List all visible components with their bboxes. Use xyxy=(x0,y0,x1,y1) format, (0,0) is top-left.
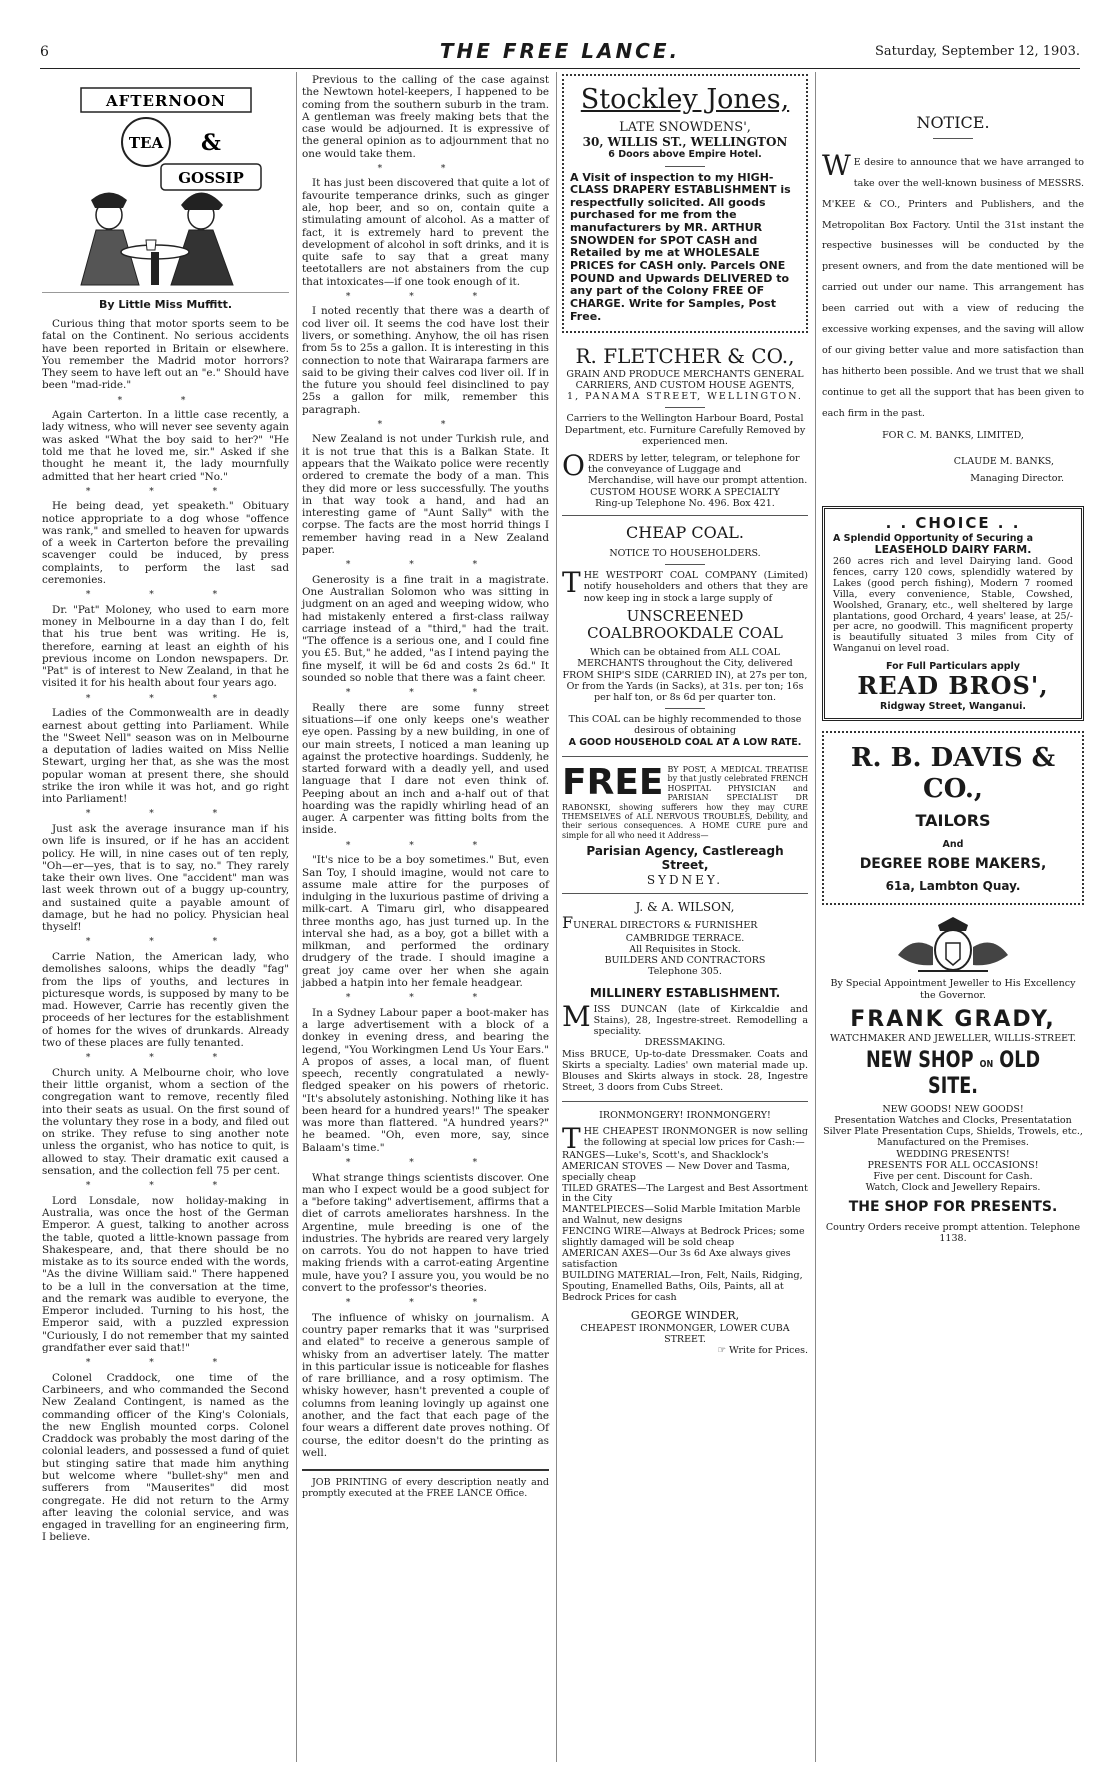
gossip-paragraph: What strange things scientists discover. One man who I expect would be a good subject for a "before taking" advertisement, affirms that a diet of carrots ameliorates harshness. In the Argentine, mule breeding is one of the industries. The hybrids are reared very largely on carrots. You do not happen to have tried making friends with a carrot-eating Argentine mule, have you? I assure you, you would be no convert to the professor's theories. xyxy=(302,1171,549,1294)
fletcher-address: 1, PANAMA STREET, WELLINGTON. xyxy=(567,391,803,403)
gossip-paragraph: Colonel Craddock, one time of the Carbineers, and who commanded the Second New Zealand Contingent, is named as the commanding officer of the King's Colonials, the new English mounted corps. Colonel Craddock was probably the most daring of the colonial leaders, and possessed a fund of quiet but stinging satire that made him anything but welcome where "bullet-shy" men and sufferers from "Mauserites" did most congregate. He did not return to the Army after leaving the colonial service, and was engaged in travelling for an engineering firm, I believe. xyxy=(42,1371,289,1544)
stockley-address: 30, WILLIS ST., WELLINGTON xyxy=(582,135,788,150)
gossip-paragraph: Just ask the average insurance man if his own life is insured, or if he has an accident policy. He will, in nine cases out of ten reply, "Oh—er—yes, that is to say, no." They rarely take their own lives. One "accident" man was last week thrown out of a buggy up-country, and sustained quite a payable amount of damage, but he had no policy. Physician heal thyself! xyxy=(42,823,289,934)
millinery-body: ISS DUNCAN (late of Kirkcaldie and Stains), 28, Ingestre-street. Remodelling a speciality. xyxy=(593,1003,808,1038)
ironmongery-tag: CHEAPEST IRONMONGER, LOWER CUBA STREET. xyxy=(580,1322,790,1345)
notice-for: FOR C. M. BANKS, LIMITED, xyxy=(882,430,1024,442)
gossip-paragraph: Ladies of the Commonwealth are in deadly earnest about getting into Parliament. While the "Sweet Nell" season was on in Melbourne a deputation of ladies waited on Miss Nellie Stewart, urging her that, as she was the most popular woman at present there, she should strike the iron while it was hot, and go right into Parliament! xyxy=(42,707,289,806)
wilson-trade: UNERAL DIRECTORS & FURNISHER xyxy=(573,919,758,931)
column-advertisements xyxy=(562,74,808,1356)
coal-tagline: A GOOD HOUSEHOLD COAL AT A LOW RATE. xyxy=(568,736,802,748)
grady-ad xyxy=(822,915,1084,1244)
star-separator: * * * xyxy=(85,486,246,497)
davis-name: R. B. DAVIS & CO., xyxy=(850,742,1056,804)
star-separator: * * * xyxy=(85,809,246,820)
gossip-paragraph: Dr. "Pat" Moloney, who used to earn more money in Melbourne in a day than I do, felt that his true bent was writing. He is, therefore, earning at least an eighth of his previous income on London newspapers. Dr. "Pat" is of interest to New Zealand, in that he visited it for his health about four years ago. xyxy=(42,603,289,690)
ironmongery-item: AMERICAN AXES—Our 3s 6d Axe always gives satisfaction xyxy=(562,1248,791,1270)
davis-robe: DEGREE ROBE MAKERS, xyxy=(859,856,1047,873)
free-treatise-ad xyxy=(562,765,808,887)
gossip-paragraph: Church unity. A Melbourne choir, who love their little organist, whom a section of the congregation want to remove, recently filed into their seats as usual. On the first sound of the voluntary they rose in a body, and filed out on strike. They refuse to sing another note unless the organist, who has notice to quit, is allowed to stay. Their dramatic exit caused a sensation, and the collection fell 75 per cent. xyxy=(42,1066,289,1177)
byline: By Little Miss Muffitt. xyxy=(42,292,289,312)
star-separator: * * * xyxy=(345,840,506,851)
choice-sub: A Splendid Opportunity of Securing a xyxy=(833,532,1034,544)
page-header xyxy=(40,40,1080,66)
ironmongery-name: GEORGE WINDER, xyxy=(630,1308,740,1322)
dropcap-t2: T xyxy=(562,1121,581,1155)
column-notices xyxy=(822,74,1084,1244)
choice-street: Ridgway Street, Wanganui. xyxy=(880,700,1026,712)
free-city: SYDNEY. xyxy=(646,872,724,887)
fletcher-trades: GRAIN AND PRODUCE MERCHANTS GENERAL CARRIERS, AND CUSTOM HOUSE AGENTS, xyxy=(566,368,804,392)
notice-role: Managing Director. xyxy=(970,472,1064,484)
wilson-street: CAMBRIDGE TERRACE. xyxy=(625,932,745,944)
star-separator: * * * xyxy=(345,291,506,302)
ironmongery-intro: HE CHEAPEST IRONMONGER is now selling the following at special low prices for Cash:— xyxy=(583,1125,808,1148)
choice-farm: LEASEHOLD DAIRY FARM. xyxy=(874,542,1032,556)
stockley-body: A Visit of inspection to my HIGH-CLASS DRAPERY ESTABLISHMENT is respectfully solicited. All goods purchased for me from the manufacturers by MR. ARTHUR SNOWDEN for SPOT CASH and Retailed by me at WHOLESALE PRICES for CASH only. Parcels ONE POUND and Upwards DELIVERED to any part of the Colony FREE OF CHARGE. Write for Samples, Post Free. xyxy=(570,170,791,323)
free-agency: Parisian Agency, Castlereagh Street, xyxy=(586,844,784,873)
column-divider xyxy=(556,72,557,1762)
ironmongery-item: BUILDING MATERIAL—Iron, Felt, Nails, Ridging, Spouting, Enamelled Baths, Oils, Paints, all at Bedrock Prices for cash xyxy=(562,1269,803,1303)
gossip-paragraph: The influence of whisky on journalism. A country paper remarks that it was "surprised and elated" to receive a generous sample of whisky from an advertiser lately. The matter in this particular issue is noticeable for flashes of rare brilliance, and a rosy optimism. The whisky however, hasn't prevented a couple of columns from leaning lovingly up against one another, and the fact that each page of the four wears a different date proves nothing. Of course, the editor doesn't do the printing as well. xyxy=(302,1311,549,1459)
davis-address: 61a, Lambton Quay. xyxy=(885,878,1021,893)
royal-crest-icon xyxy=(878,915,1028,975)
gossip-paragraph: He being dead, yet speaketh." Obituary notice appropriate to a dog whose "offence was rank," and smelled to heaven for upwards of a week in Carterton before the prevailing scavenger could be induced, by press complaints, to perform the last sad ceremonies. xyxy=(42,500,289,586)
ad-rule xyxy=(665,407,705,408)
stockley-name: Stockley Jones, xyxy=(580,84,790,115)
grady-presents: PRESENTS FOR ALL OCCASIONS! xyxy=(867,1159,1039,1171)
choice-farm-ad xyxy=(822,506,1084,721)
dropcap-m: M xyxy=(562,999,591,1033)
masthead: THE FREE LANCE. xyxy=(439,39,681,63)
choice-body: 260 acres rich and level Dairying land. Good fences, carry 120 cows, splendidly watered by Lakes (good perch fishing), Modern 7 roomed Villa, every convenience, Stable, Cowshed, Woolshed, Granary, etc., well sheltered by large plantations, good Orchard, 4 years' lease, at 25/- per acre, no goodwill. This magnificent property is beautifully situated 3 miles from City of Wanganui on level road. xyxy=(833,555,1073,655)
millinery-body2: Miss BRUCE, Up-to-date Dressmaker. Coats and Skirts a specialty. Ladies' own material made up. Blouses and Skirts always in stock. 28, Ingestre Street, 3 doors from Cubs Street. xyxy=(562,1048,808,1094)
gossip-paragraph: Carrie Nation, the American lady, who demolishes saloons, whips the deadly "fag" from the lips of youths, and lectures in picturesque words, is supposed by many to be mad. However, Carrie has recently given the proceeds of her lectures for the establishment of homes for the wives of drunkards. Already two of these places are fully tenanted. xyxy=(42,951,289,1049)
stockley-jones-ad xyxy=(562,74,808,333)
ironmongery-write: Write for Prices. xyxy=(729,1345,808,1357)
job-printing-notice: JOB PRINTING of every description neatly and promptly executed at the FREE LANCE Office. xyxy=(302,1477,549,1500)
star-separator: * * * xyxy=(345,560,506,571)
svg-text:TEA: TEA xyxy=(128,134,163,152)
davis-tailors: TAILORS xyxy=(915,811,991,831)
stockley-doors: 6 Doors above Empire Hotel. xyxy=(608,149,762,161)
ironmongery-item: FENCING WIRE—Always at Bedrock Prices; some slightly damaged will be sold cheap xyxy=(562,1226,805,1249)
svg-text:AFTERNOON: AFTERNOON xyxy=(105,92,226,110)
grady-discount: Five per cent. Discount for Cash. xyxy=(873,1170,1033,1182)
ironmongery-item: MANTELPIECES—Solid Marble Imitation Marble and Walnut, new designs xyxy=(562,1204,801,1227)
ad-rule xyxy=(665,708,705,709)
ironmongery-item: TILED GRATES—The Largest and Best Assortment in the City xyxy=(562,1182,808,1205)
ironmongery-ad xyxy=(562,1110,808,1356)
wilson-requisites: All Requisites in Stock. xyxy=(629,943,741,955)
column-rule xyxy=(302,1469,549,1471)
issue-date: Saturday, September 12, 1903. xyxy=(875,44,1080,59)
cartoon-illustration xyxy=(51,80,281,288)
svg-text:&: & xyxy=(200,130,221,156)
grady-body: Presentation Watches and Clocks, Presentatation Silver Plate Presentation Cups, Shields, Trowels, etc., Manufactured on the Premises. xyxy=(823,1114,1083,1149)
choice-name: READ BROS', xyxy=(857,671,1049,701)
davis-and: And xyxy=(942,839,964,851)
grady-country: Country Orders receive prompt attention. Telephone 1138. xyxy=(825,1221,1081,1245)
star-separator: * * * xyxy=(345,993,506,1004)
fletcher-phone: Ring-up Telephone No. 496. Box 421. xyxy=(595,497,775,509)
ironmongery-title: IRONMONGERY! IRONMONGERY! xyxy=(599,1110,771,1122)
dropcap-o: O xyxy=(562,449,585,483)
gossip-paragraph: Again Carterton. In a little case recently, a lady witness, who will never see seventy again was asked "What the boy said to her?" "He told me that he loved me, sir." Asked if she thought he meant it, the lady mournfully admitted that her heart cried "No." xyxy=(42,409,289,483)
ad-rule xyxy=(665,166,705,167)
gossip-paragraph: Previous to the calling of the case against the Newtown hotel-keepers, I happened to be coming from the southern suburb in the tram. A gentleman was freely making bets that the case would be adjourned. It is expressive of the general opinion as to adjournment that no one would take them. xyxy=(302,74,549,160)
notice-signer: CLAUDE M. BANKS, xyxy=(953,455,1054,467)
star-separator: * * * xyxy=(85,937,246,948)
fletcher-orders: RDERS by letter, telegram, or telephone for the conveyance of Luggage and Merchandise, will have our prompt attention. xyxy=(587,453,808,487)
gossip-paragraph: It has just been discovered that quite a lot of favourite temperance drinks, such as ginger ale, hop beer, and so on, contain quite a stimulating amount of alcohol. As a matter of fact, it is extremely hard to prevent the development of alcohol in soft drinks, and it is quite safe to say that a great many teetotallers are not abstainers from the cup that intoxicates—if one took enough of it. xyxy=(302,177,549,288)
davis-tailors-ad xyxy=(822,731,1084,905)
star-separator: * * * xyxy=(85,1053,246,1064)
star-separator: * * * xyxy=(345,1157,506,1168)
column-divider xyxy=(296,72,297,1762)
notice-body xyxy=(822,148,1084,425)
coal-body: Which can be obtained from ALL COAL MERCHANTS throughout the City, delivered FROM SHIP'S SIDE (CARRIED IN), at 27s per ton, Or from the Yards (in Sacks), at 31s. per ton; 16s per half ton, or 8s 6d per quarter ton. xyxy=(562,647,808,703)
grady-tag: THE SHOP FOR PRESENTS. xyxy=(848,1199,1058,1216)
fletcher-name: R. FLETCHER & CO., xyxy=(575,344,795,369)
pointing-hand-icon: ☞ xyxy=(717,1345,730,1357)
star-separator: * * xyxy=(377,419,474,430)
grady-trade: WATCHMAKER AND JEWELLER, WILLIS-STREET. xyxy=(829,1032,1077,1044)
notice-text: E desire to announce that we have arranged to take over the well-known business of MESSRS. M'KEE & CO., Printers and Publishers, and the Metropolitan Box Factory. Until the 31st instant the respective businesses will be conducted by the present owners, and from the date mentioned will be carried out under our name. This arrangement has been carried out with a view of reducing the excessive working expenses, and the saving will allow of our giving better value and more satisfaction than has hitherto been possible. And we trust that we shall continue to get all the support that has been given to each firm in the past. xyxy=(822,156,1084,419)
dropcap-t: T xyxy=(562,566,581,600)
notice-title: NOTICE. xyxy=(916,113,990,132)
coal-title: CHEAP COAL. xyxy=(626,523,744,543)
ad-rule xyxy=(665,564,705,565)
grady-new-shop: NEW SHOP xyxy=(865,1047,974,1073)
ad-rule xyxy=(933,138,973,139)
dropcap-w: W xyxy=(822,148,851,182)
dropcap-f: F xyxy=(562,912,574,932)
ironmongery-item: AMERICAN STOVES — New Dover and Tasma, specially cheap xyxy=(562,1160,790,1183)
column-divider xyxy=(815,72,816,1762)
page-number: 6 xyxy=(40,44,49,60)
grady-on: ON xyxy=(979,1058,994,1070)
coal-subtitle: NOTICE TO HOUSEHOLDERS. xyxy=(609,547,761,559)
grady-old-site: OLD SITE. xyxy=(928,1047,1041,1099)
gossip-paragraph: In a Sydney Labour paper a boot-maker has a large advertisement with a block of a donkey in evening dress, and bearing the legend, "You Workingmen Lend Us Your Ears." A propos of asses, a local man, of fluent speech, recently congratulated a newly-fledged speaker on his powers of rhetoric. "It's absolutely astonishing. Nothing like it has been heard for a hundred years!" The speaker was more than flattered. "A hundred years?" he beamed. "Oh, even more, say, since Balaam's time." xyxy=(302,1006,549,1154)
gossip-paragraph: Really there are some funny street situations—if one only keeps one's weather eye open. Passing by a new building, in one of our main streets, I noticed a man leaning up against the protective hoardings. Suddenly, he started forward with a deadly yell, and used language that I dare not even think of. Peeping about an inch and a-half out of that hoarding was the rapidly whirling head of an auger. A carpenter was fitting bolts from the inside. xyxy=(302,701,549,837)
free-text: BY POST, A MEDICAL TREATISE by that justly celebrated FRENCH HOSPITAL PHYSICIAN and PARISIAN SPECIALIST DR RABONSKI, showing sufferers how they may CURE THEMSELVES of ALL NERVOUS TROUBLES, Debility, and their serious consequences. A HOME CURE pure and simple for all who need it Address— xyxy=(562,764,808,840)
star-separator: * * * xyxy=(85,590,246,601)
gossip-paragraph: "It's nice to be a boy sometimes." But, even San Toy, I should imagine, would not care to assume male attire for the purposes of indulging in the luxurious pastime of driving a milk-cart. A Timaru girl, who disappeared three months ago, has just turned up. In the interval she had, as a boy, got a billet with a milkman, and performed the ordinary drudgery of the trade. I should imagine a great joy came over her when she again jabbed a hatpin into her female headgear. xyxy=(302,854,549,989)
wilson-builders: BUILDERS AND CONTRACTORS xyxy=(604,955,766,967)
wilson-ad xyxy=(562,900,808,978)
millinery-dressmaking: DRESSMAKING. xyxy=(644,1037,726,1049)
gossip-paragraph: Lord Lonsdale, now holiday-making in Australia, was once the host of the German Emperor. A guest, talking to another across the table, quoted a little-known passage from Shakespeare, and, that there should be no mistake as to its source ended with the words, "As the divine William said." There happened to be a lull in the conversation at the time, and the remark was audible to everyone, the Emperor included. Turning to his host, the Emperor said, with a puzzled expression "Curiously, I do not remember that my sainted grandfather ever said that!" xyxy=(42,1194,289,1354)
wilson-name: J. & A. WILSON, xyxy=(635,899,735,914)
coal-recommend: This COAL can be highly recommended to those desirous of obtaining xyxy=(568,714,802,737)
column-gossip xyxy=(42,74,289,1548)
choice-apply: For Full Particulars apply xyxy=(886,661,1020,673)
star-separator: * * * xyxy=(85,1358,246,1369)
fletcher-carriers: Carriers to the Wellington Harbour Board, Postal Department, etc. Furniture Carefully Removed by experienced men. xyxy=(564,413,806,447)
header-rule xyxy=(40,68,1080,69)
star-separator: * * * xyxy=(345,1298,506,1309)
fletcher-ad xyxy=(562,345,808,509)
grady-name: FRANK GRADY, xyxy=(850,1006,1056,1032)
free-headline: FREE xyxy=(562,764,664,803)
column-gossip-continued xyxy=(302,74,549,1503)
gossip-paragraph: New Zealand is not under Turkish rule, and it is not true that this is a Balkan State. It appears that the Waikato police were recently ordered to cremate the body of a man. This they did more or less successfully. The youths in that way took a hand, and had an interesting game of "Aunt Sally" with the corpse. The facts are the most horrid things I remember having read in a New Zealand paper. xyxy=(302,433,549,556)
wilson-phone: Telephone 305. xyxy=(648,966,722,978)
ironmongery-item: RANGES—Luke's, Scott's, and Shacklock's xyxy=(562,1149,769,1161)
star-separator: * * * xyxy=(85,693,246,704)
gossip-paragraph: Generosity is a fine trait in a magistrate. One Australian Solomon who was sitting in judgment on an aged and weeping widow, who had mistakenly entered a first-class railway carriage instead of a "third," had the trait. "The offence is a serious one, and I could fine you £5. But," he added, "as I intend paying the fine myself, it will be 6d and costs 2s 6d." It sounded so noble that there was a faint cheer. xyxy=(302,573,549,684)
coal-intro: HE WESTPORT COAL COMPANY (Limited) notify householders and others that they are now keep ing in stock a large supply of xyxy=(583,570,808,604)
grady-goods: NEW GOODS! NEW GOODS! xyxy=(882,1103,1024,1115)
gossip-paragraph: I noted recently that there was a dearth of cod liver oil. It seems the cod have lost their livers, or something. Anyhow, the oil has risen from 5s to 25s a gallon. It is interesting in this connection to note that Wairarapa farmers are said to be giving their calves cod liver oil. If in the future you should feel disinclined to pay 25s a gallon for milk, remember this paragraph. xyxy=(302,305,549,416)
grady-wedding: WEDDING PRESENTS! xyxy=(896,1148,1010,1160)
gossip-paragraph: Curious thing that motor sports seem to be fatal on the Continent. No serious accidents have been reported in Britain or elsewhere. You remember the Madrid motor horrors? They seem to have left out an "e." Should have been "mad-ride." xyxy=(42,317,289,392)
star-separator: * * xyxy=(117,395,214,406)
coal-product: UNSCREENED COALBROOKDALE COAL xyxy=(587,606,783,643)
grady-appointment: By Special Appointment Jeweller to His Excellency the Governor. xyxy=(830,978,1076,1001)
fletcher-specialty: CUSTOM HOUSE WORK A SPECIALTY xyxy=(590,486,780,498)
star-separator: * * xyxy=(377,163,474,174)
grady-repairs: Watch, Clock and Jewellery Repairs. xyxy=(865,1182,1041,1194)
millinery-title: MILLINERY ESTABLISHMENT. xyxy=(589,985,781,1000)
star-separator: * * * xyxy=(345,688,506,699)
stockley-late: LATE SNOWDENS', xyxy=(619,119,751,135)
svg-text:GOSSIP: GOSSIP xyxy=(177,169,244,187)
star-separator: * * * xyxy=(85,1181,246,1192)
coal-ad xyxy=(562,524,808,748)
choice-title: . . CHOICE . . xyxy=(885,514,1021,533)
